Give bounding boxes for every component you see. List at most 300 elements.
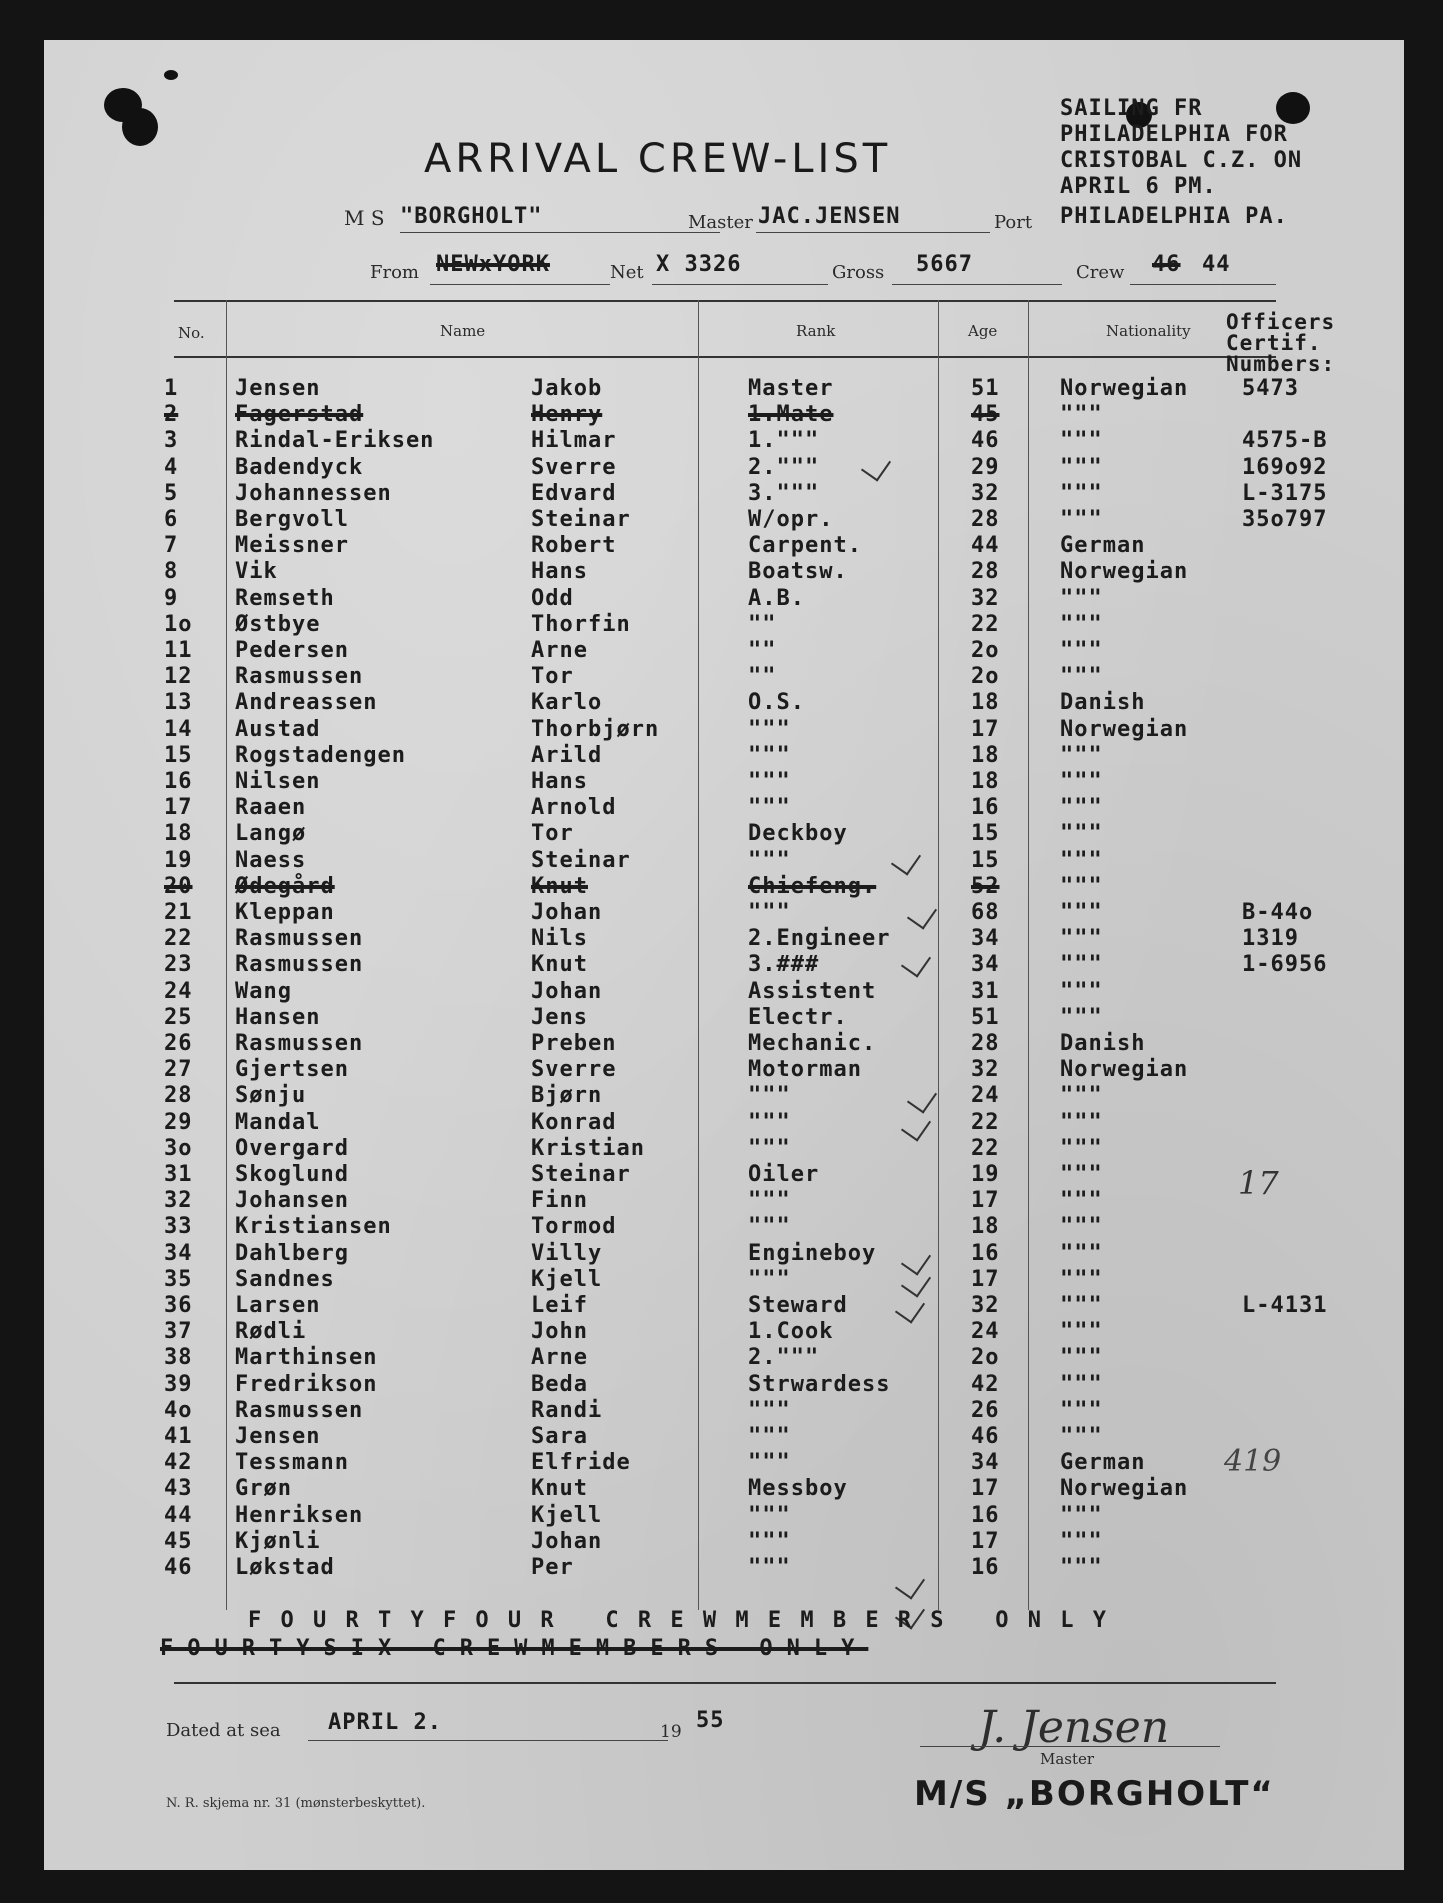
crew-nationality: """	[1060, 1135, 1103, 1161]
crew-nationality: """	[1060, 664, 1103, 690]
crew-rank: """	[748, 1083, 791, 1109]
from-label: From	[370, 262, 419, 283]
table-row	[44, 1136, 1404, 1162]
crew-nationality: """	[1060, 1397, 1103, 1423]
crew-first-name: Knut	[531, 873, 588, 899]
crew-rank: """	[748, 1450, 791, 1476]
crew-label: Crew	[1076, 262, 1125, 283]
crew-field-struck: 46	[1152, 252, 1181, 277]
table-row	[44, 952, 1404, 978]
crew-first-name: Sverre	[531, 454, 617, 480]
row-number: 31	[164, 1162, 193, 1187]
signature-master-label: Master	[1040, 1750, 1095, 1768]
crew-nationality: """	[1060, 1004, 1103, 1030]
table-row	[44, 874, 1404, 900]
crew-nationality: Norwegian	[1060, 1476, 1189, 1502]
crew-nationality: """	[1060, 900, 1103, 925]
table-row	[44, 848, 1404, 874]
row-number: 7	[164, 533, 179, 559]
table-row	[44, 1293, 1404, 1319]
crew-summary: F O U R T Y F O U R C R E W M E M B E R S O N L Y	[248, 1608, 1109, 1633]
row-number: 8	[164, 559, 179, 585]
gross-field: 5667	[916, 252, 973, 277]
table-row	[44, 795, 1404, 821]
row-number: 38	[164, 1345, 193, 1371]
crew-surname: Rogstadengen	[235, 742, 406, 768]
crew-rank: """	[748, 1266, 791, 1292]
crew-first-name: Tor	[531, 821, 574, 847]
crew-nationality: """	[1060, 1214, 1103, 1240]
crew-rank: Carpent.	[748, 533, 862, 559]
table-row	[44, 455, 1404, 481]
crew-nationality: """	[1060, 480, 1103, 506]
crew-nationality: German	[1060, 533, 1146, 559]
crew-age: 18	[971, 690, 1000, 716]
crew-surname: Wang	[235, 978, 292, 1004]
crew-first-name: Robert	[531, 533, 617, 559]
crew-age: 2o	[971, 664, 1000, 690]
crew-first-name: Knut	[531, 952, 588, 978]
row-number: 39	[164, 1371, 193, 1397]
crew-age: 18	[971, 742, 1000, 768]
crew-rank: """	[748, 847, 791, 873]
crew-age: 17	[971, 1476, 1000, 1502]
crew-first-name: Tormod	[531, 1214, 617, 1240]
row-number: 9	[164, 585, 179, 611]
crew-first-name: Jens	[531, 1004, 588, 1030]
crew-age: 16	[971, 1240, 1000, 1266]
crew-rank: """	[748, 1109, 791, 1135]
crew-age: 17	[971, 716, 1000, 742]
crew-rank: Assistent	[748, 978, 877, 1004]
crew-rank: """	[748, 1214, 791, 1240]
row-number: 35	[164, 1266, 193, 1292]
crew-first-name: Johan	[531, 900, 603, 925]
crew-nationality: """	[1060, 873, 1103, 899]
crew-rank: """	[748, 1397, 791, 1423]
crew-nationality: Danish	[1060, 690, 1146, 716]
crew-age: 28	[971, 1031, 1000, 1056]
crew-surname: Sønju	[235, 1083, 307, 1109]
net-field: X 3326	[656, 252, 742, 277]
table-row	[44, 1503, 1404, 1529]
crew-surname: Tessmann	[235, 1450, 349, 1476]
row-number: 25	[164, 1004, 193, 1030]
column-header-age: Age	[968, 322, 998, 340]
crew-nationality: """	[1060, 847, 1103, 873]
crew-rank: 1."""	[748, 428, 820, 454]
ship-name-field: "BORGHOLT"	[400, 204, 543, 229]
crew-first-name: Edvard	[531, 480, 617, 506]
crew-nationality: German	[1060, 1450, 1146, 1476]
crew-first-name: Thorbjørn	[531, 716, 660, 742]
table-row	[44, 1110, 1404, 1136]
crew-nationality: Norwegian	[1060, 376, 1189, 401]
crew-first-name: John	[531, 1319, 588, 1345]
crew-first-name: Johan	[531, 978, 603, 1004]
crew-first-name: Thorfin	[531, 611, 631, 637]
crew-surname: Hansen	[235, 1004, 321, 1030]
crew-surname: Grøn	[235, 1476, 292, 1502]
table-row	[44, 743, 1404, 769]
crew-age: 18	[971, 769, 1000, 794]
sailing-note-line: CRISTOBAL C.Z. ON	[1060, 148, 1303, 173]
crew-first-name: Per	[531, 1555, 574, 1580]
table-row	[44, 376, 1404, 402]
row-number: 32	[164, 1188, 193, 1214]
crew-surname: Kleppan	[235, 900, 335, 925]
table-row	[44, 638, 1404, 664]
crew-surname: Johansen	[235, 1188, 349, 1214]
table-row	[44, 1214, 1404, 1240]
crew-surname: Fredrikson	[235, 1371, 378, 1397]
crew-surname: Østbye	[235, 611, 321, 637]
crew-rank: ""	[748, 611, 777, 637]
table-row	[44, 690, 1404, 716]
crew-rank: ""	[748, 664, 777, 690]
crew-table-body	[44, 40, 1404, 1870]
crew-first-name: Karlo	[531, 690, 603, 716]
table-row	[44, 1372, 1404, 1398]
crew-rank: """	[748, 742, 791, 768]
crew-rank: """	[748, 795, 791, 821]
year-prefix: 19	[660, 1722, 682, 1742]
crew-first-name: Hans	[531, 559, 588, 585]
crew-surname: Rasmussen	[235, 952, 364, 978]
table-row	[44, 1398, 1404, 1424]
crew-nationality: """	[1060, 402, 1103, 428]
gross-label: Gross	[832, 262, 885, 283]
table-row	[44, 979, 1404, 1005]
crew-surname: Andreassen	[235, 690, 378, 716]
crew-nationality: """	[1060, 1188, 1103, 1214]
crew-first-name: Kjell	[531, 1502, 603, 1528]
crew-nationality: """	[1060, 1371, 1103, 1397]
crew-nationality: """	[1060, 821, 1103, 847]
crew-surname: Rasmussen	[235, 926, 364, 952]
crew-surname: Austad	[235, 716, 321, 742]
crew-surname: Rasmussen	[235, 1397, 364, 1423]
crew-first-name: Steinar	[531, 507, 631, 532]
table-row	[44, 1555, 1404, 1581]
crew-age: 68	[971, 900, 1000, 925]
crew-first-name: Konrad	[531, 1109, 617, 1135]
crew-rank: Motorman	[748, 1057, 862, 1083]
crew-first-name: Elfride	[531, 1450, 631, 1476]
crew-surname: Skoglund	[235, 1162, 349, 1187]
crew-age: 18	[971, 1214, 1000, 1240]
table-row	[44, 612, 1404, 638]
crew-surname: Pedersen	[235, 638, 349, 663]
struck-crew-summary: FOURTYSIX CREWMEMBERS ONLY	[160, 1636, 869, 1661]
handwritten-note: 17	[1238, 1164, 1279, 1202]
crew-age: 2o	[971, 1345, 1000, 1371]
crew-rank: Steward	[748, 1293, 848, 1318]
crew-surname: Gjertsen	[235, 1057, 349, 1083]
crew-first-name: Arild	[531, 742, 603, 768]
sailing-note-line: PHILADELPHIA FOR	[1060, 122, 1288, 147]
crew-rank: Engineboy	[748, 1240, 877, 1266]
crew-age: 31	[971, 978, 1000, 1004]
crew-age: 22	[971, 1135, 1000, 1161]
crew-certificate: 1319	[1242, 926, 1299, 952]
table-row	[44, 1476, 1404, 1502]
crew-nationality: """	[1060, 611, 1103, 637]
crew-certificate: L-4131	[1242, 1293, 1328, 1318]
sailing-note-line: SAILING FR	[1060, 96, 1203, 121]
crew-age: 19	[971, 1162, 1000, 1187]
crew-rank: O.S.	[748, 690, 805, 716]
crew-age: 22	[971, 1109, 1000, 1135]
crew-first-name: Jakob	[531, 376, 603, 401]
crew-certificate: 5473	[1242, 376, 1299, 401]
crew-nationality: """	[1060, 1240, 1103, 1266]
crew-surname: Marthinsen	[235, 1345, 378, 1371]
crew-first-name: Finn	[531, 1188, 588, 1214]
crew-surname: Bergvoll	[235, 507, 349, 532]
crew-rank: """	[748, 1502, 791, 1528]
crew-age: 32	[971, 480, 1000, 506]
crew-surname: Jensen	[235, 1424, 321, 1449]
crew-surname: Fagerstad	[235, 402, 364, 428]
row-number: 1	[164, 376, 179, 401]
crew-certificate: B-44o	[1242, 900, 1314, 925]
crew-first-name: Sara	[531, 1424, 588, 1449]
year-field: 55	[696, 1708, 725, 1733]
crew-surname: Johannessen	[235, 480, 392, 506]
crew-rank: 1.Cook	[748, 1319, 834, 1345]
row-number: 22	[164, 926, 193, 952]
crew-nationality: """	[1060, 1293, 1103, 1318]
table-row	[44, 821, 1404, 847]
table-row	[44, 402, 1404, 428]
column-header-name: Name	[440, 322, 486, 340]
crew-surname: Mandal	[235, 1109, 321, 1135]
crew-age: 16	[971, 1555, 1000, 1580]
crew-surname: Overgard	[235, 1135, 349, 1161]
crew-rank: Boatsw.	[748, 559, 848, 585]
row-number: 41	[164, 1424, 193, 1449]
crew-rank: 1.Mate	[748, 402, 834, 428]
certif-header-line: Certif.	[1226, 331, 1322, 355]
ship-prefix-label: M S	[344, 206, 385, 230]
crew-first-name: Knut	[531, 1476, 588, 1502]
row-number: 27	[164, 1057, 193, 1083]
crew-nationality: Norwegian	[1060, 1057, 1189, 1083]
row-number: 42	[164, 1450, 193, 1476]
crew-nationality: """	[1060, 428, 1103, 454]
crew-nationality: """	[1060, 1083, 1103, 1109]
port-field: PHILADELPHIA PA.	[1060, 204, 1288, 229]
master-field: JAC.JENSEN	[758, 204, 901, 229]
crew-nationality: """	[1060, 1109, 1103, 1135]
crew-nationality: """	[1060, 1424, 1103, 1449]
crew-age: 32	[971, 1057, 1000, 1083]
table-row	[44, 664, 1404, 690]
crew-surname: Remseth	[235, 585, 335, 611]
table-row	[44, 1450, 1404, 1476]
row-number: 18	[164, 821, 193, 847]
column-header-no: No.	[178, 324, 205, 342]
crew-nationality: """	[1060, 926, 1103, 952]
crew-surname: Ødegård	[235, 873, 335, 899]
crew-age: 26	[971, 1397, 1000, 1423]
row-number: 19	[164, 847, 193, 873]
row-number: 45	[164, 1528, 193, 1554]
row-number: 12	[164, 664, 193, 690]
row-number: 5	[164, 480, 179, 506]
crew-first-name: Henry	[531, 402, 603, 428]
table-row	[44, 428, 1404, 454]
crew-rank: 2."""	[748, 1345, 820, 1371]
crew-nationality: """	[1060, 1266, 1103, 1292]
crew-nationality: """	[1060, 507, 1103, 532]
crew-age: 51	[971, 1004, 1000, 1030]
crew-first-name: Johan	[531, 1528, 603, 1554]
crew-certificate: L-3175	[1242, 480, 1328, 506]
crew-nationality: """	[1060, 952, 1103, 978]
certif-header-line: Numbers:	[1226, 352, 1336, 376]
sailing-note-line: APRIL 6 PM.	[1060, 174, 1217, 199]
crew-age: 16	[971, 795, 1000, 821]
crew-first-name: Arne	[531, 1345, 588, 1371]
master-signature: J. Jensen	[978, 1702, 1170, 1753]
crew-rank: Messboy	[748, 1476, 848, 1502]
crew-age: 45	[971, 402, 1000, 428]
crew-first-name: Steinar	[531, 847, 631, 873]
table-row	[44, 1005, 1404, 1031]
crew-nationality: """	[1060, 454, 1103, 480]
crew-surname: Rasmussen	[235, 1031, 364, 1056]
row-number: 3o	[164, 1135, 193, 1161]
crew-rank: 2."""	[748, 454, 820, 480]
from-field: NEWxYORK	[436, 252, 550, 277]
master-label: Master	[688, 212, 753, 233]
table-row	[44, 1319, 1404, 1345]
crew-first-name: Bjørn	[531, 1083, 603, 1109]
crew-rank: W/opr.	[748, 507, 834, 532]
crew-rank: 2.Engineer	[748, 926, 891, 952]
page-title: ARRIVAL CREW-LIST	[424, 136, 892, 182]
crew-rank: """	[748, 1424, 791, 1449]
crew-age: 24	[971, 1083, 1000, 1109]
crew-surname: Dahlberg	[235, 1240, 349, 1266]
crew-surname: Rasmussen	[235, 664, 364, 690]
row-number: 4	[164, 454, 179, 480]
crew-rank: Oiler	[748, 1162, 820, 1187]
table-row	[44, 1188, 1404, 1214]
crew-age: 22	[971, 611, 1000, 637]
ship-stamp: M/S „BORGHOLT“	[914, 1774, 1275, 1814]
row-number: 28	[164, 1083, 193, 1109]
crew-age: 15	[971, 847, 1000, 873]
certif-header-line: Officers	[1226, 310, 1336, 334]
table-row	[44, 1529, 1404, 1555]
crew-first-name: Hans	[531, 769, 588, 794]
crew-nationality: """	[1060, 742, 1103, 768]
crew-rank: Deckboy	[748, 821, 848, 847]
crew-first-name: Odd	[531, 585, 574, 611]
crew-age: 42	[971, 1371, 1000, 1397]
table-row	[44, 1057, 1404, 1083]
row-number: 23	[164, 952, 193, 978]
crew-first-name: Arnold	[531, 795, 617, 821]
crew-age: 28	[971, 559, 1000, 585]
crew-surname: Løkstad	[235, 1555, 335, 1580]
crew-surname: Langø	[235, 821, 307, 847]
crew-rank: """	[748, 1528, 791, 1554]
dated-field: APRIL 2.	[328, 1710, 442, 1735]
row-number: 29	[164, 1109, 193, 1135]
crew-first-name: Hilmar	[531, 428, 617, 454]
crew-certificate: 1-6956	[1242, 952, 1328, 978]
crew-age: 46	[971, 1424, 1000, 1449]
column-header-nationality: Nationality	[1106, 322, 1191, 340]
crew-surname: Henriksen	[235, 1502, 364, 1528]
crew-nationality: """	[1060, 769, 1103, 794]
crew-first-name: Sverre	[531, 1057, 617, 1083]
row-number: 6	[164, 507, 179, 532]
row-number: 44	[164, 1502, 193, 1528]
net-label: Net	[610, 262, 644, 283]
crew-surname: Jensen	[235, 376, 321, 401]
row-number: 20	[164, 873, 193, 899]
table-row	[44, 507, 1404, 533]
crew-surname: Larsen	[235, 1293, 321, 1318]
crew-nationality: """	[1060, 795, 1103, 821]
table-row	[44, 1031, 1404, 1057]
crew-nationality: Norwegian	[1060, 716, 1189, 742]
crew-nationality: """	[1060, 1162, 1103, 1187]
row-number: 14	[164, 716, 193, 742]
crew-surname: Rindal-Eriksen	[235, 428, 435, 454]
crew-rank: """	[748, 1188, 791, 1214]
crew-first-name: Randi	[531, 1397, 603, 1423]
crew-age: 28	[971, 507, 1000, 532]
crew-age: 2o	[971, 638, 1000, 663]
port-label: Port	[994, 212, 1033, 233]
column-header-rank: Rank	[796, 322, 836, 340]
crew-rank: Electr.	[748, 1004, 848, 1030]
row-number: 37	[164, 1319, 193, 1345]
crew-surname: Kjønli	[235, 1528, 321, 1554]
crew-age: 34	[971, 952, 1000, 978]
crew-age: 34	[971, 1450, 1000, 1476]
row-number: 17	[164, 795, 193, 821]
table-row	[44, 1083, 1404, 1109]
table-row	[44, 533, 1404, 559]
crew-age: 17	[971, 1188, 1000, 1214]
row-number: 11	[164, 638, 193, 663]
row-number: 4o	[164, 1397, 193, 1423]
crew-first-name: Beda	[531, 1371, 588, 1397]
crew-rank: Chiefeng.	[748, 873, 877, 899]
crew-age: 16	[971, 1502, 1000, 1528]
table-row	[44, 586, 1404, 612]
crew-nationality: """	[1060, 1555, 1103, 1580]
table-row	[44, 559, 1404, 585]
crew-surname: Naess	[235, 847, 307, 873]
crew-surname: Raaen	[235, 795, 307, 821]
crew-certificate: 169o92	[1242, 454, 1328, 480]
crew-age: 34	[971, 926, 1000, 952]
crew-surname: Rødli	[235, 1319, 307, 1345]
table-row	[44, 1424, 1404, 1450]
crew-age: 29	[971, 454, 1000, 480]
crew-nationality: """	[1060, 638, 1103, 663]
crew-rank: """	[748, 900, 791, 925]
row-number: 1o	[164, 611, 193, 637]
